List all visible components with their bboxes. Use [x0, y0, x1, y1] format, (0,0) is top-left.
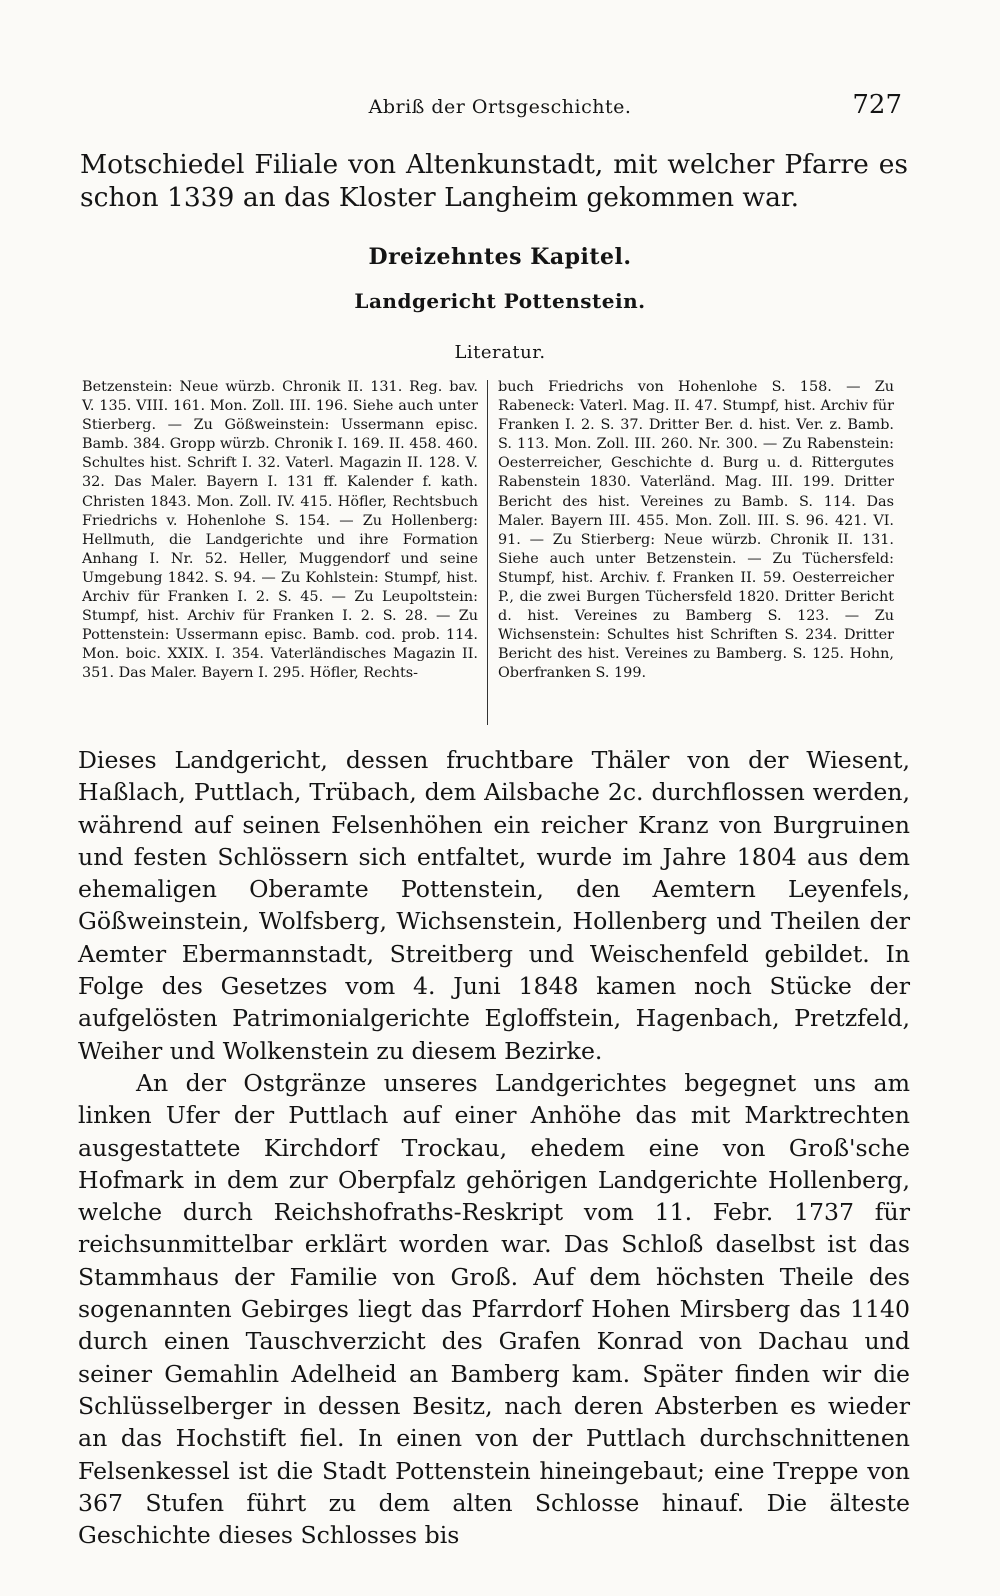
literature-heading: Literatur.	[454, 342, 546, 363]
literature-column-left: Betzenstein: Neue würzb. Chronik II. 131. Reg. bav. V. 135. VIII. 161. Mon. Zoll. III. 196. Siehe auch unter Stierberg. — Zu Gößweinstein: Ussermann episc. Bamb. 384. Gropp würzb. Chronik I. 169. II. 458. 460. Schultes hist. Schrift I. 32. Vaterl. Magazin II. 128. V. 32. Das Maler. Bayern I. 131 ff. Kalender f. kath. Christen 1843. Mon. Zoll. IV. 415. Höfler, Rechtsbuch Friedrichs v. Hohenlohe S. 154. — Zu Hollenberg: Hellmuth, die Landgerichte und ihre Formation Anhang I. Nr. 52. Heller, Muggendorf und seine Umgebung 1842. S. 94. — Zu Kohlstein: Stumpf, hist. Archiv für Franken I. 2. S. 45. — Zu Leupoltstein: Stumpf, hist. Archiv für Franken I. 2. S. 28. — Zu Pottenstein: Ussermann episc. Bamb. cod. prob. 114. Mon. boic. XXIX. I. 354. Vaterländisches Magazin II. 351. Das Maler. Bayern I. 295. Höfler, Rechts-	[82, 379, 478, 682]
body-paragraph-2: An der Ostgränze unseres Landgerichtes begegnet uns am linken Ufer der Puttlach auf einer Anhöhe das mit Marktrechten ausgestattete Kirchdorf Trockau, ehedem eine von Groß'sche Hofmark in dem zur Oberpfalz gehörigen Landgerichte Hollenberg, welche durch Reichshofraths-Reskript vom 11. Febr. 1737 für reichsunmittelbar erklärt worden war. Das Schloß daselbst ist das Stammhaus der Familie von Groß. Auf dem höchsten Theile des sogenannten Gebirges liegt das Pfarrdorf Hohen Mirsberg das 1140 durch einen Tauschverzicht des Grafen Konrad von Dachau und seiner Gemahlin Adelheid an Bamberg kam. Später finden wir die Schlüsselberger in dessen Besitz, nach deren Absterben es wieder an das Hochstift fiel. In einen von der Puttlach durchschnittenen Felsenkessel ist die Stadt Pottenstein hineingebaut; eine Treppe von 367 Stufen führt zu dem alten Schlosse hinauf. Die älteste Geschichte dieses Schlosses bis	[78, 1068, 910, 1550]
page-number: 727	[852, 90, 902, 120]
intro-paragraph: Motschiedel Filiale von Altenkunstadt, mit welcher Pfarre es schon 1339 an das Kloster Langheim gekommen war.	[80, 149, 908, 213]
column-divider	[487, 380, 488, 725]
literature-column-right: buch Friedrichs von Hohenlohe S. 158. — Zu Rabeneck: Vaterl. Mag. II. 47. Stumpf, hist. Archiv für Franken I. 2. S. 37. Dritter Ber. d. hist. Ver. z. Bamb. S. 113. Mon. Zoll. III. 260. Nr. 300. — Zu Rabenstein: Oesterreicher, Geschichte d. Burg u. d. Rittergutes Rabenstein 1830. Vaterländ. Mag. III. 199. Dritter Bericht des hist. Vereines zu Bamb. S. 114. Das Maler. Bayern III. 455. Mon. Zoll. III. S. 96. 421. VI. 91. — Zu Stierberg: Neue würzb. Chronik II. 131. Siehe auch unter Betzenstein. — Zu Tüchersfeld: Stumpf, hist. Archiv. f. Franken II. 59. Oesterreicher P., die zwei Burgen Tüchersfeld 1820. Dritter Bericht d. hist. Vereines zu Bamberg S. 123. — Zu Wichsenstein: Schultes hist Schriften S. 234. Dritter Bericht des hist. Vereines zu Bamberg. S. 125. Hohn, Oberfranken S. 199.	[498, 379, 894, 682]
body-paragraph-1: Dieses Landgericht, dessen fruchtbare Thäler von der Wiesent, Haßlach, Puttlach, Trübach, dem Ailsbache 2c. durchflossen werden, während auf seinen Felsenhöhen ein reicher Kranz von Burgruinen und festen Schlössern sich entfaltet, wurde im Jahre 1804 aus dem ehemaligen Oberamte Pottenstein, den Aemtern Leyenfels, Gößweinstein, Wolfsberg, Wichsenstein, Hollenberg und Theilen der Aemter Ebermannstadt, Streitberg und Weischenfeld gebildet. In Folge des Gesetzes vom 4. Juni 1848 kamen noch Stücke der aufgelösten Patrimonialgerichte Egloffstein, Hagenbach, Pretzfeld, Weiher und Wolkenstein zu diesem Bezirke.	[78, 746, 910, 1065]
chapter-title: Dreizehntes Kapitel.	[368, 244, 632, 270]
running-head: Abriß der Ortsgeschichte.	[368, 96, 632, 118]
body-text	[78, 744, 910, 1551]
section-title: Landgericht Pottenstein.	[354, 289, 646, 313]
